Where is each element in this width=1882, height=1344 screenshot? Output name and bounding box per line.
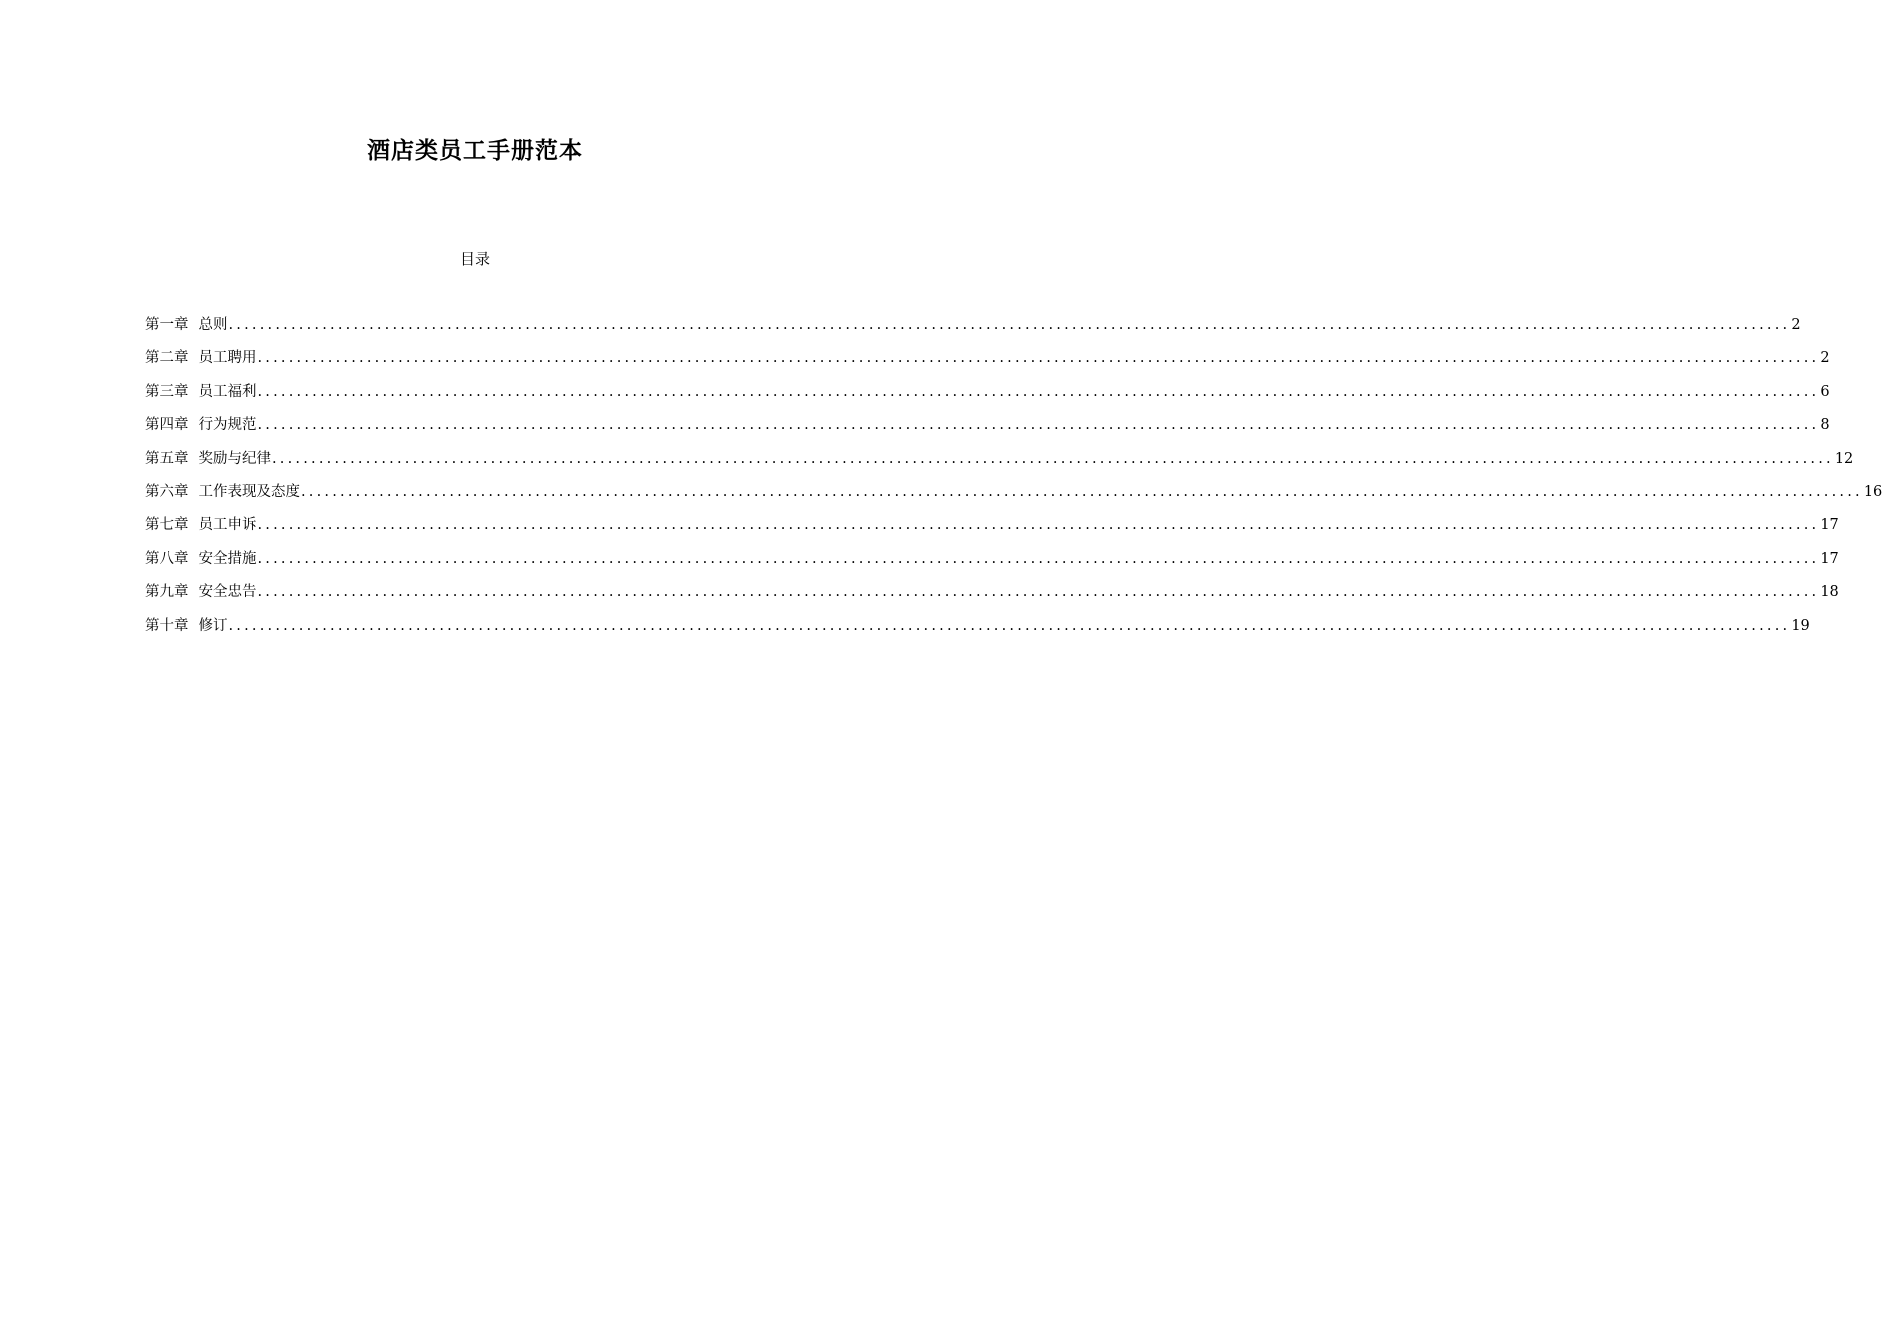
document-title: 酒店类员工手册范本 (367, 137, 583, 164)
toc-entry-4[interactable] (145, 413, 1830, 446)
toc-chapter-number: 第二章 (145, 350, 189, 367)
toc-dot-leader: ........................................................................................................................................................................................................ (272, 450, 1834, 467)
toc-dot-leader: ........................................................................................................................................................................................................ (228, 317, 1791, 333)
toc-page-number: 8 (1820, 417, 1830, 434)
toc-chapter-title: 员工聘用 (198, 350, 257, 367)
toc-dot-leader: ........................................................................................................................................................................................................ (257, 584, 1820, 601)
toc-entry-6[interactable] (145, 480, 1882, 513)
toc-entry-2[interactable] (145, 346, 1830, 379)
toc-page-number: 17 (1820, 550, 1839, 567)
toc-chapter-title: 奖励与纪律 (198, 450, 271, 467)
toc-chapter-number: 第五章 (145, 450, 189, 467)
toc-page-number: 16 (1863, 483, 1882, 500)
toc-dot-leader: ........................................................................................................................................................................................................ (257, 383, 1820, 400)
toc-entry-9[interactable] (145, 580, 1839, 613)
toc-dot-leader: ........................................................................................................................................................................................................ (228, 617, 1791, 634)
toc-chapter-number: 第四章 (145, 417, 189, 434)
toc-chapter-title: 安全忠告 (198, 584, 257, 601)
toc-chapter-number: 第一章 (145, 317, 189, 333)
toc-chapter-number: 第八章 (145, 550, 189, 567)
toc-chapter-number: 第九章 (145, 584, 189, 601)
toc-dot-leader: ........................................................................................................................................................................................................ (257, 550, 1820, 567)
toc-chapter-title: 员工申诉 (198, 517, 257, 534)
toc-page-number: 12 (1834, 450, 1854, 467)
toc-chapter-title: 员工福利 (198, 383, 257, 400)
toc-dot-leader: ........................................................................................................................................................................................................ (301, 483, 1863, 500)
toc-entry-5[interactable] (145, 447, 1854, 480)
toc-entry-7[interactable] (145, 513, 1839, 546)
toc-chapter-number: 第十章 (145, 617, 189, 634)
toc-chapter-title: 行为规范 (198, 417, 257, 434)
toc-chapter-number: 第七章 (145, 517, 189, 534)
toc-page-number: 19 (1791, 617, 1810, 634)
toc-page-number: 2 (1820, 350, 1830, 367)
toc-dot-leader: ........................................................................................................................................................................................................ (257, 350, 1820, 367)
toc-page-number: 6 (1820, 383, 1830, 400)
toc-entry-10[interactable] (145, 614, 1810, 647)
toc-entry-1[interactable] (145, 313, 1801, 346)
table-of-contents (145, 313, 1882, 647)
toc-chapter-number: 第六章 (145, 483, 189, 500)
toc-dot-leader: ........................................................................................................................................................................................................ (257, 517, 1820, 534)
toc-chapter-title: 总则 (198, 317, 228, 333)
toc-entry-3[interactable] (145, 380, 1830, 413)
toc-page-number: 17 (1820, 517, 1839, 534)
toc-page-number: 18 (1820, 584, 1839, 601)
toc-dot-leader: ........................................................................................................................................................................................................ (257, 417, 1820, 434)
toc-chapter-number: 第三章 (145, 383, 189, 400)
toc-chapter-title: 安全措施 (198, 550, 257, 567)
toc-chapter-title: 工作表现及态度 (198, 483, 300, 500)
toc-entry-8[interactable] (145, 547, 1839, 580)
toc-heading: 目录 (459, 250, 490, 268)
toc-page-number: 2 (1791, 317, 1801, 333)
toc-chapter-title: 修订 (198, 617, 228, 634)
